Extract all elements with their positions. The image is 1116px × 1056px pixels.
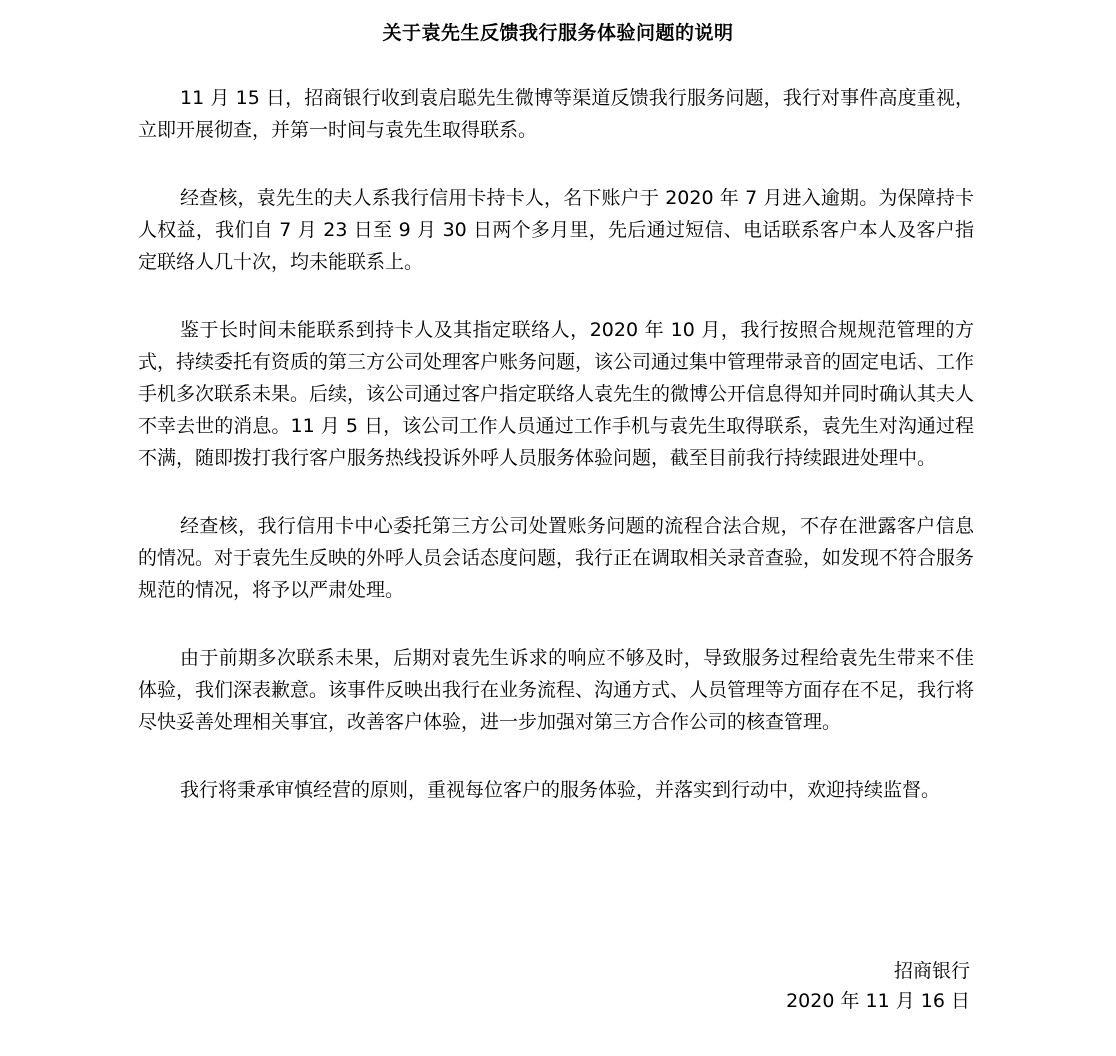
paragraph-6: 我行将秉承审慎经营的原则，重视每位客户的服务体验，并落实到行动中，欢迎持续监督。	[180, 779, 941, 801]
paragraph-3: 鉴于长时间未能联系到持卡人及其指定联络人，2020 年 10 月，我行按照合规规范管理的方式，持续委托有资质的第三方公司处理客户账务问题，该公司通过集中管理带录音的固定电话、工作手机多次联系未果。后续，该公司通过客户指定联络人袁先生的微博公开信息得知并同时确认其夫人不幸去世的消息。11 月 5 日，该公司工作人员通过工作手机与袁先生取得联系，袁先生对沟通过程不满，随即拨打我行客户服务热线投诉外呼人员服务体验问题，截至目前我行持续跟进处理中。	[138, 319, 975, 469]
signature-block	[786, 956, 970, 1016]
paragraph-1: 11 月 15 日，招商银行收到袁启聪先生微博等渠道反馈我行服务问题，我行对事件高度重视，立即开展彻查，并第一时间与袁先生取得联系。	[138, 87, 974, 141]
paragraph-4: 经查核，我行信用卡中心委托第三方公司处置账务问题的流程合法合规，不存在泄露客户信息的情况。对于袁先生反映的外呼人员会话态度问题，我行正在调取相关录音查验，如发现不符合服务规范的情况，将予以严肃处理。	[138, 515, 975, 601]
document-body	[138, 82, 974, 842]
signature-date: 2020 年 11 月 16 日	[786, 990, 970, 1012]
document-title: 关于袁先生反馈我行服务体验问题的说明	[382, 22, 734, 44]
paragraph-5: 由于前期多次联系未果，后期对袁先生诉求的响应不够及时，导致服务过程给袁先生带来不佳体验，我们深表歉意。该事件反映出我行在业务流程、沟通方式、人员管理等方面存在不足，我行将尽快妥善处理相关事宜，改善客户体验，进一步加强对第三方合作公司的核查管理。	[138, 647, 975, 733]
paragraph-2: 经查核，袁先生的夫人系我行信用卡持卡人，名下账户于 2020 年 7 月进入逾期。为保障持卡人权益，我们自 7 月 23 日至 9 月 30 日两个多月里，先后通过短信、电话联系客户本人及客户指定联络人几十次，均未能联系上。	[138, 187, 974, 273]
signature-organization: 招商银行	[893, 960, 970, 982]
